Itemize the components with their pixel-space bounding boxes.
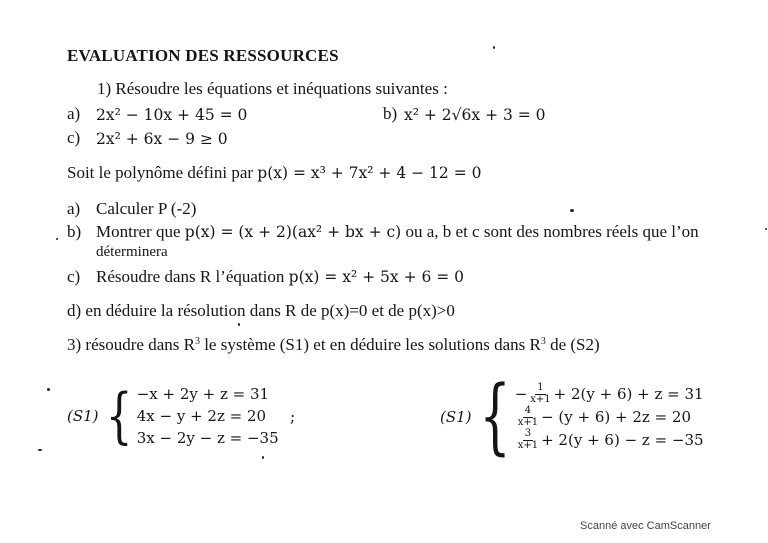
- system-s2-equations: [515, 383, 704, 451]
- q1-b-equation: x² + 2√6x + 3 = 0: [404, 106, 546, 124]
- poly-equation: p(x) = x³ + 7x² + 4 − 12 = 0: [257, 164, 482, 182]
- q1-c-equation: 2x² + 6x − 9 ≥ 0: [96, 130, 228, 148]
- scanner-watermark: Scanné avec CamScanner: [580, 520, 711, 532]
- system-s1: [67, 382, 279, 450]
- q2-b-text-start: Montrer que: [96, 222, 185, 241]
- system-s1-eq3: 3x − 2y − z = −35: [136, 429, 279, 447]
- systems-separator: ;: [290, 408, 296, 426]
- scan-speck: [570, 209, 574, 212]
- system-s2-eq1: [515, 383, 704, 405]
- system-s2-eq2: [515, 406, 704, 428]
- scan-speck: [238, 323, 240, 326]
- scan-speck: [262, 456, 264, 459]
- system-s2: [440, 369, 704, 464]
- q1-a-label: a): [67, 104, 81, 123]
- system-s2-eq3-rest: + 2(y + 6) − z = −35: [541, 431, 704, 449]
- system-s2-eq2-fraction: [517, 406, 539, 428]
- q1-c-label: c): [67, 128, 81, 147]
- system-s2-eq1-fraction: [529, 383, 551, 405]
- scan-speck: [38, 449, 42, 451]
- q2-c-label: c): [67, 267, 81, 286]
- system-s2-eq3-numerator: 3: [524, 428, 532, 439]
- q2-a-text: Calculer P (-2): [96, 199, 197, 218]
- q2-b-label: b): [67, 222, 82, 241]
- system-s2-eq1-denominator: x+1: [530, 393, 551, 405]
- q2-d-text: d) en déduire la résolution dans R de p(x)=0 et de p(x)>0: [67, 301, 455, 320]
- q3-text-part2: le système (S1) et en déduire les solutions dans R: [199, 335, 541, 354]
- system-s2-eq2-denominator: x+1: [517, 416, 539, 428]
- system-s2-eq3-fraction: [517, 429, 539, 451]
- system-s2-eq2-rest: − (y + 6) + 2z = 20: [541, 408, 691, 426]
- q3-sup2: 3: [540, 336, 546, 347]
- system-s2-eq1-sign: −: [514, 385, 528, 403]
- q1-b-label: b): [383, 104, 398, 123]
- system-s2-brace: {: [478, 369, 511, 464]
- q3-text-part3: de (S2): [545, 335, 600, 354]
- system-s1-eq1: −x + 2y + z = 31: [136, 385, 270, 403]
- scan-speck: [47, 388, 50, 391]
- page-title: EVALUATION DES RESSOURCES: [67, 46, 339, 65]
- q1-heading: 1) Résoudre les équations et inéquations suivantes :: [97, 79, 448, 98]
- q3-text-part1: 3) résoudre dans R: [67, 335, 195, 354]
- poly-intro-text: Soit le polynôme défini par: [67, 163, 258, 182]
- scan-speck: [56, 238, 58, 240]
- system-s1-eq2: 4x − y + 2z = 20: [136, 407, 267, 425]
- q3-sup1: 3: [194, 336, 200, 347]
- scan-speck: [493, 46, 495, 49]
- q2-c-line: [96, 267, 464, 287]
- q3-text: [67, 335, 600, 355]
- system-s2-eq1-numerator: 1: [537, 382, 544, 393]
- poly-intro-line: [67, 163, 481, 183]
- system-s2-eq1-rest: + 2(y + 6) + z = 31: [553, 385, 704, 403]
- q2-b-equation: p(x) = (x + 2)(ax² + bx + c): [184, 223, 402, 241]
- q2-a-label: a): [67, 199, 81, 218]
- system-s1-label: (S1): [67, 407, 99, 425]
- system-s2-eq2-numerator: 4: [524, 405, 532, 416]
- q2-b-continuation: déterminera: [96, 244, 168, 260]
- q2-c-equation: p(x) = x² + 5x + 6 = 0: [288, 268, 465, 286]
- system-s2-label: (S1): [440, 408, 472, 426]
- system-s2-eq3-denominator: x+1: [517, 439, 539, 451]
- scan-speck: [765, 228, 767, 230]
- system-s1-equations: [137, 383, 279, 449]
- q2-b-text-end: ou a, b et c sont des nombres réels que l’on: [401, 222, 699, 241]
- q2-c-text: Résoudre dans R l’équation: [96, 267, 289, 286]
- system-s1-brace: {: [105, 381, 132, 451]
- q1-a-equation: 2x² − 10x + 45 = 0: [96, 106, 248, 124]
- q2-b-line: [96, 222, 699, 242]
- system-s2-eq3: [515, 429, 704, 451]
